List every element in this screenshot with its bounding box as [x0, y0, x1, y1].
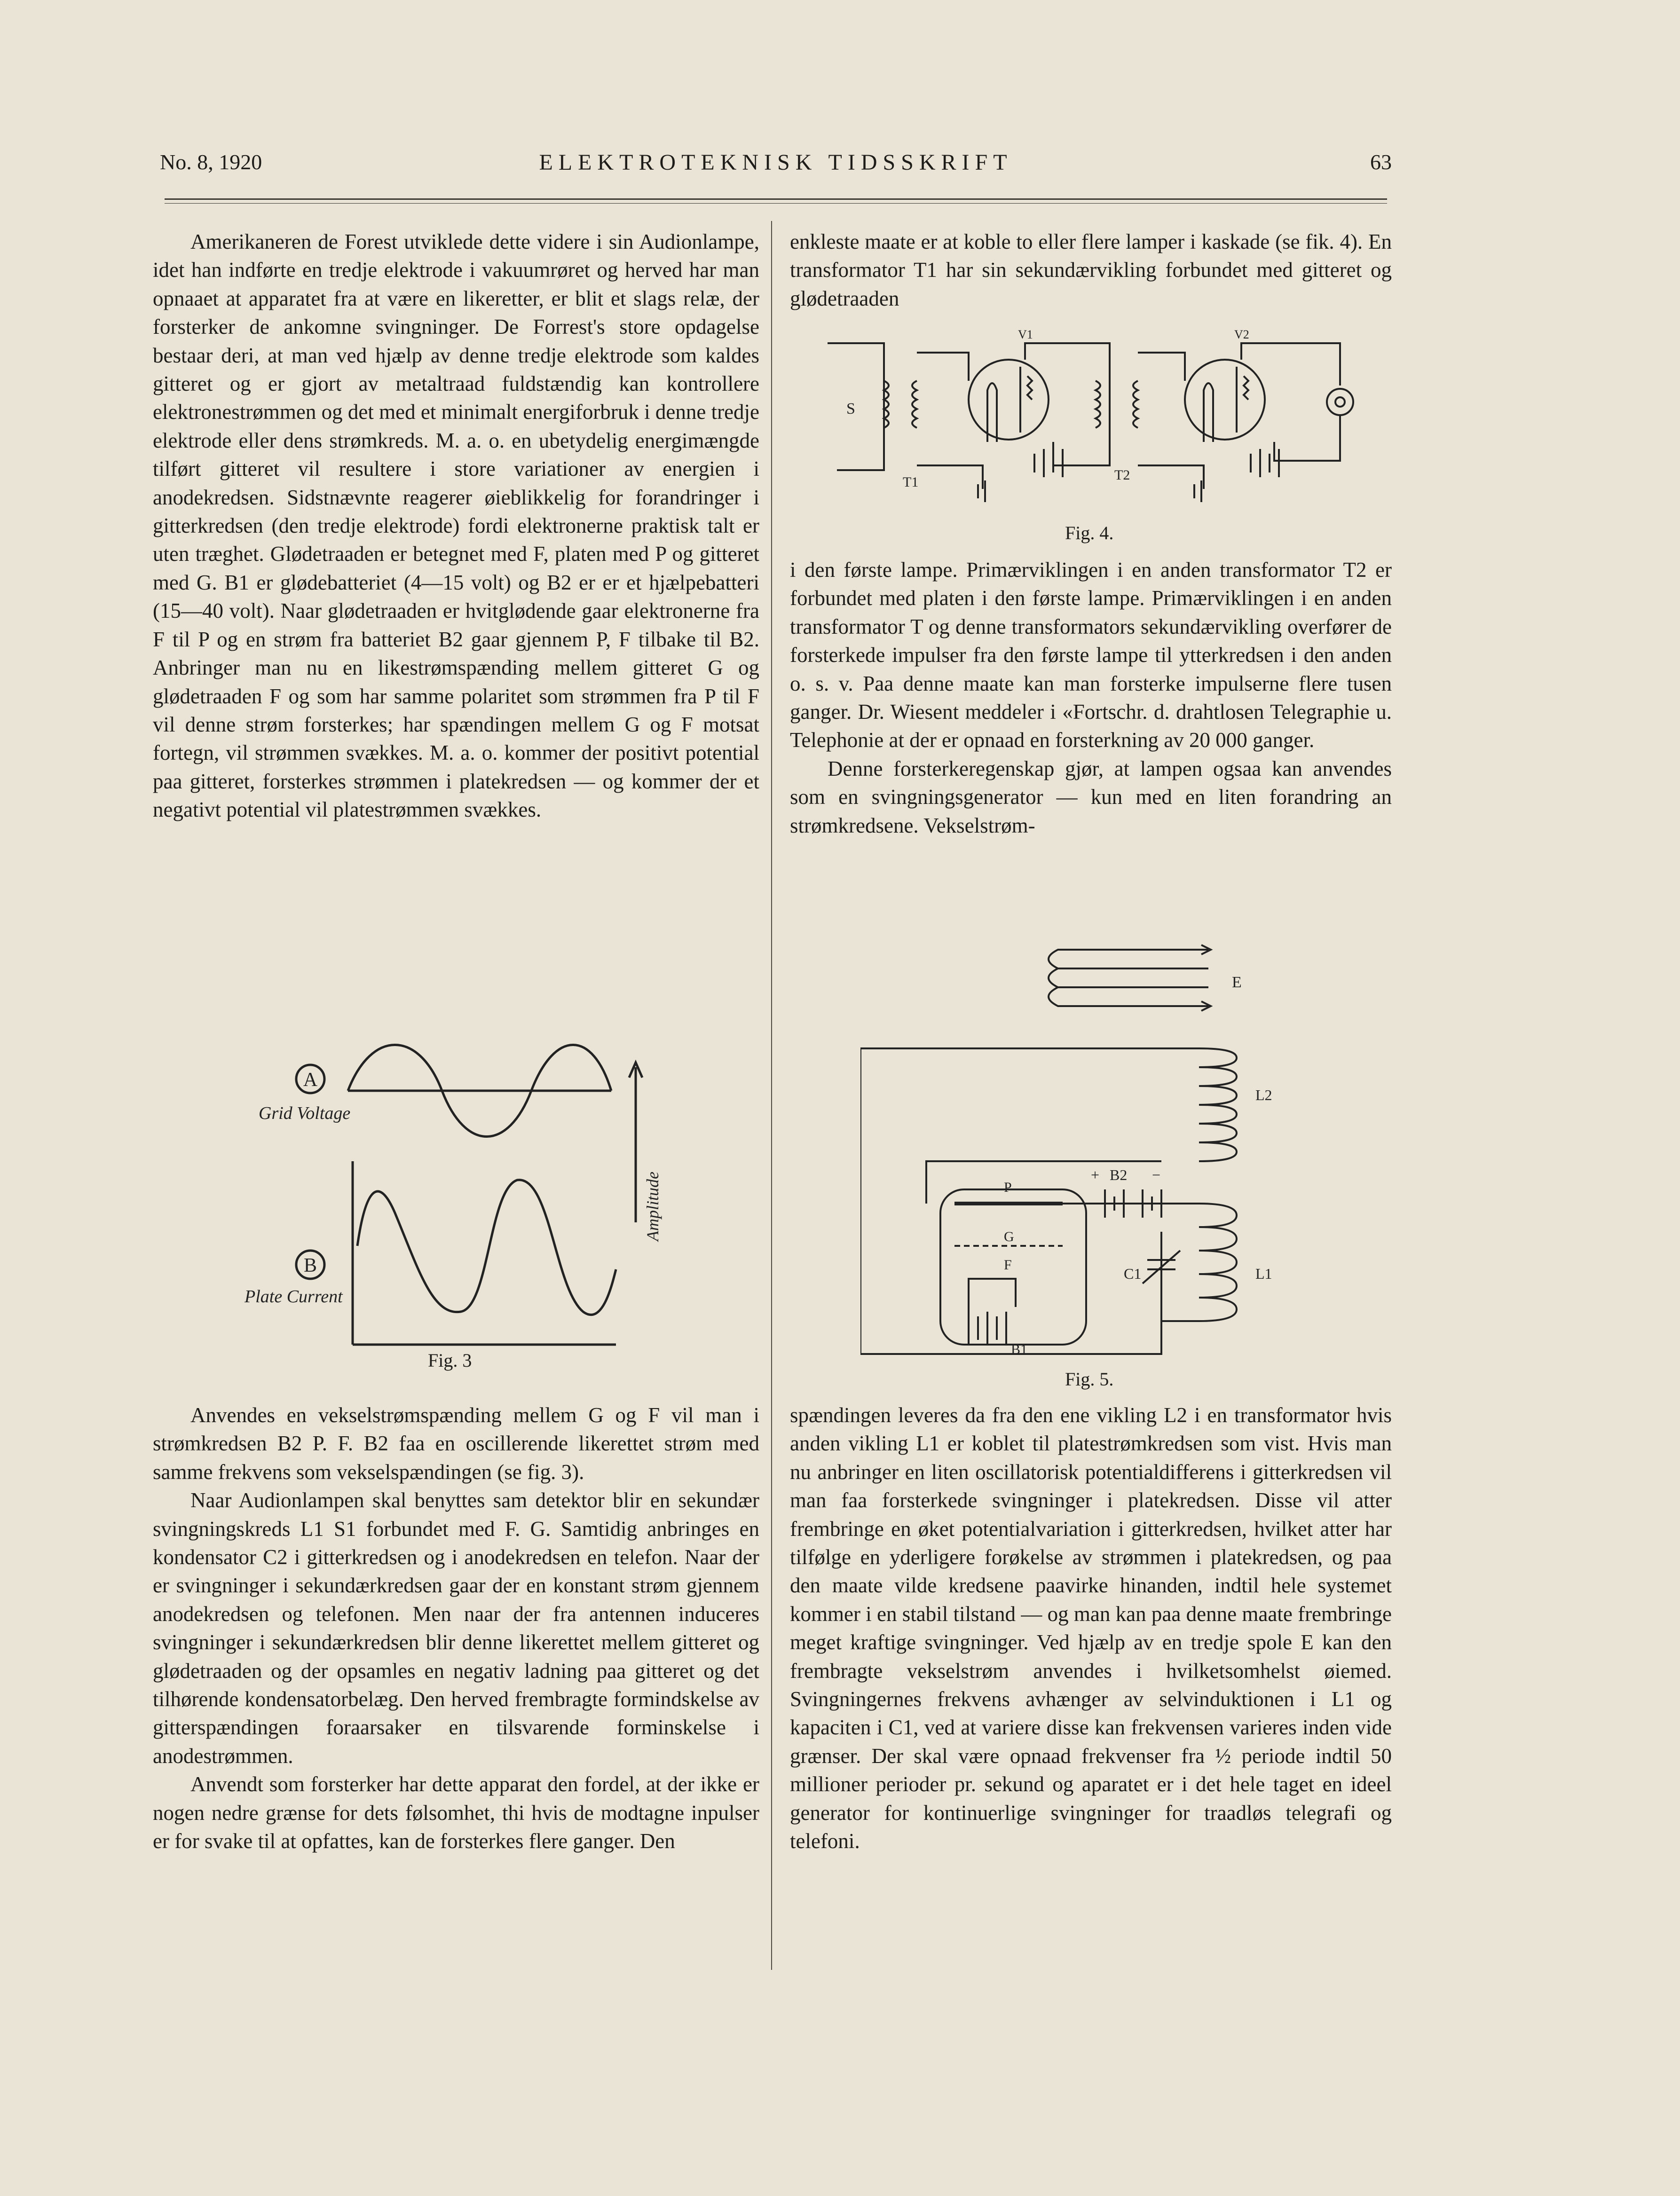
fig3-label-a: A	[303, 1069, 318, 1091]
tube-v2	[1185, 360, 1265, 440]
fig5-minus: −	[1152, 1166, 1161, 1183]
filament	[969, 1279, 1016, 1345]
fig5-c1: C1	[1124, 1265, 1142, 1282]
input-lead	[828, 343, 884, 470]
fig3-grid-voltage: Grid Voltage	[259, 1103, 351, 1123]
figure-5	[860, 940, 1354, 1373]
right-column-top	[790, 228, 1392, 313]
tube-body	[940, 1189, 1086, 1345]
header-rule	[165, 198, 1387, 200]
fig5-b2: B2	[1110, 1166, 1128, 1183]
figure-3	[226, 1025, 677, 1373]
paragraph: Amerikaneren de Forest utviklede dette videre i sin Audionlampe, idet han indførte en tredje elektrode i vakuumrøret og herved har man opnaaet at apparatet fra at være en likeretter, er blit et slags relæ, der forsterker de ankomne svingninger. De Forrest's store opdagelse bestaar deri, at man ved hjælp av denne tredje elektrode som kaldes gitteret og er gjort av metaltraad fuldstændig kan kontrollere elektronestrømmen og det med et minimalt energiforbruk i denne tredje elektrode eller dens strømkreds. M. a. o. en ubetydelig energimængde tilført gitteret vil resultere i store variationer av energien i anodekredsen. Sidstnævnte reagerer øieblikkelig for forandringer i gitterkredsen (den tredje elektrode) fordi elektronerne praktisk talt er uten træghet. Glødetraaden er betegnet med F, platen med P og gitteret med G. B1 er glødebatteriet (4—15 volt) og B2 er er et hjælpebatteri (15—40 volt). Naar glødetraaden er hvitglødende gaar elektronerne fra F til P og en strøm fra batteriet B2 gaar gjennem P, F tilbake til B2. Anbringer man nu en likestrømspænding mellem gitteret G og glødetraaden F og som har samme polaritet som strømmen fra P til F vil denne strøm forsterkes; har spændingen mellem G og F motsat fortegn, vil strømmen svækkes. M. a. o. kommer der positivt potential paa gitteret, forsterkes strømmen i platekredsen — og kommer der et negativt potential vil platestrømmen svækkes.	[153, 230, 760, 822]
fig4-s: S	[846, 400, 855, 417]
fig3-plate-current: Plate Current	[245, 1287, 343, 1307]
fig4-v2: V2	[1234, 328, 1249, 341]
fig5-e: E	[1232, 974, 1242, 991]
fig4-v1: V1	[1018, 328, 1033, 341]
fig5-p: P	[1004, 1180, 1012, 1195]
outer-circuit	[860, 1048, 1199, 1354]
fig5-l2: L2	[1255, 1086, 1272, 1103]
right-column-bottom	[790, 1401, 1392, 1856]
paragraph: spændingen leveres da fra den ene vikling L2 i en transformator hvis anden vikling L1 er koblet til platestrømkredsen som vist. Hvis man nu anbringer en liten oscillatorisk potentialdifferens i gitterkredsen vil man faa forsterkede svingninger i platekredsen. Disse vil atter frembringe en øket potentialvariation i gitterkredsen, hvilket atter har tilfølge en yderligere forøkelse av strømmen i platekredsen, og paa den maate vilde kredsene paavirke hinanden, indtil hele systemet kommer i en stabil tilstand — og man kan paa denne maate frembringe meget kraftige svingninger. Ved hjælp av en tredje spole E kan den frembragte vekselstrøm anvendes i hvilketsomhelst øiemed. Svingningernes frekvens avhænger av selvinduktionen i L1 og kapaciten i C1, ved at variere disse kan frekvensen varieres inden vide grænser. Der skal være opnaad frekvenser fra ½ periode indtil 50 millioner perioder pr. sekund og aparatet er i det hele taget en ideel generator for kontinuerlige svingninger for traadløs telegrafi og telefoni.	[790, 1403, 1392, 1853]
coil-t1-secondary	[912, 381, 917, 428]
coil-l1	[1161, 1204, 1237, 1321]
fig5-f: F	[1004, 1257, 1012, 1273]
fig5-g: G	[1004, 1229, 1014, 1244]
fig3-amplitude: Amplitude	[643, 1172, 662, 1241]
fig5-caption: Fig. 5.	[1065, 1369, 1114, 1390]
plate-current-wave	[357, 1180, 616, 1315]
coil-t2-secondary	[1133, 381, 1138, 428]
paragraph: Anvendes en vekselstrømspænding mellem G og F vil man i strømkredsen B2 P. F. B2 faa en oscillerende likerettet strøm med samme frekvens som vekselspændingen (se fig. 3).	[153, 1403, 759, 1484]
fig5-l1: L1	[1255, 1265, 1272, 1282]
figure-4-drawing	[828, 324, 1392, 512]
column-divider	[771, 221, 772, 1970]
header-rule-thin	[165, 203, 1387, 204]
fig3-label-b: B	[303, 1255, 317, 1276]
paragraph: Naar Audionlampen skal benyttes sam detektor blir en sekundær svingningskreds L1 S1 forbundet med F. G. Samtidig anbringes en kondensator C2 i gitterkredsen og i anodekredsen en telefon. Naar der er svingninger i sekundærkredsen gaar der en konstant strøm gjennem anodekredsen og telefonen. Men naar der fra antennen induceres svingninger i sekundærkredsen blir denne likerettet mellem gitteret og glødetraaden og der opsamles en negativ ladning paa gitteret og det tilhørende kondensatorbelæg. Den herved frembragte formindskelse av gitterspændingen foraarsaker en tilsvarende forminskelse i anodestrømmen.	[153, 1488, 759, 1768]
paragraph: enkleste maate er at koble to eller flere lamper i kaskade (se fik. 4). En transformator T1 har sin sekundærvikling forbundet med gitteret og glødetraaden	[790, 230, 1392, 310]
journal-title: ELEKTROTEKNISK TIDSSKRIFT	[539, 150, 1013, 175]
left-column-top	[153, 228, 759, 824]
coil-e-loop	[1049, 950, 1208, 968]
paragraph: Anvendt som forsterker har dette apparat den fordel, at der ikke er nogen nedre grænse for dets følsomhet, thi hvis de modtagne inpulser er for svake til at opfattes, kan de forsterkes flere ganger. Den	[153, 1772, 759, 1853]
coil-l2	[1199, 1048, 1237, 1161]
running-header	[160, 150, 1392, 182]
right-column-middle	[790, 556, 1392, 840]
paragraph: i den første lampe. Primærviklingen i en anden transformator T2 er forbundet med platen i den første lampe. Primærviklingen i en anden transformator T og denne transformators sekundærvikling overfører de forsterkede impulser fra den første lampe til ytterkredsen i den anden o. s. v. Paa denne maate kan man forsterke impulserne flere tusen ganger. Dr. Wiesent meddeler i «Fortschr. d. drahtlosen Telegraphie u. Telephonie at der er opnaad en forsterkning av 20 000 ganger.	[790, 558, 1392, 752]
fig3-caption: Fig. 3	[428, 1350, 472, 1371]
fig4-caption: Fig. 4.	[1065, 522, 1114, 543]
figure-3-drawing	[226, 1025, 677, 1373]
figure-4	[828, 324, 1392, 512]
fig4-t1: T1	[903, 474, 919, 490]
left-column-bottom	[153, 1401, 759, 1856]
page-number: 63	[1370, 150, 1392, 174]
issue-label: No. 8, 1920	[160, 150, 262, 174]
figure-5-drawing	[860, 940, 1354, 1373]
fig5-b1: B1	[1011, 1342, 1028, 1357]
paragraph: Denne forsterkeregenskap gjør, at lampen ogsaa kan anvendes som en svingningsgenerator — kun med en liten forandring an strømkredsene. Vekselstrøm-	[790, 756, 1392, 837]
coil-t2-primary	[1096, 381, 1100, 428]
telephone	[1327, 389, 1353, 415]
fig4-t2: T2	[1114, 467, 1130, 483]
tube-v1	[969, 360, 1049, 440]
fig5-plus: +	[1091, 1166, 1100, 1183]
